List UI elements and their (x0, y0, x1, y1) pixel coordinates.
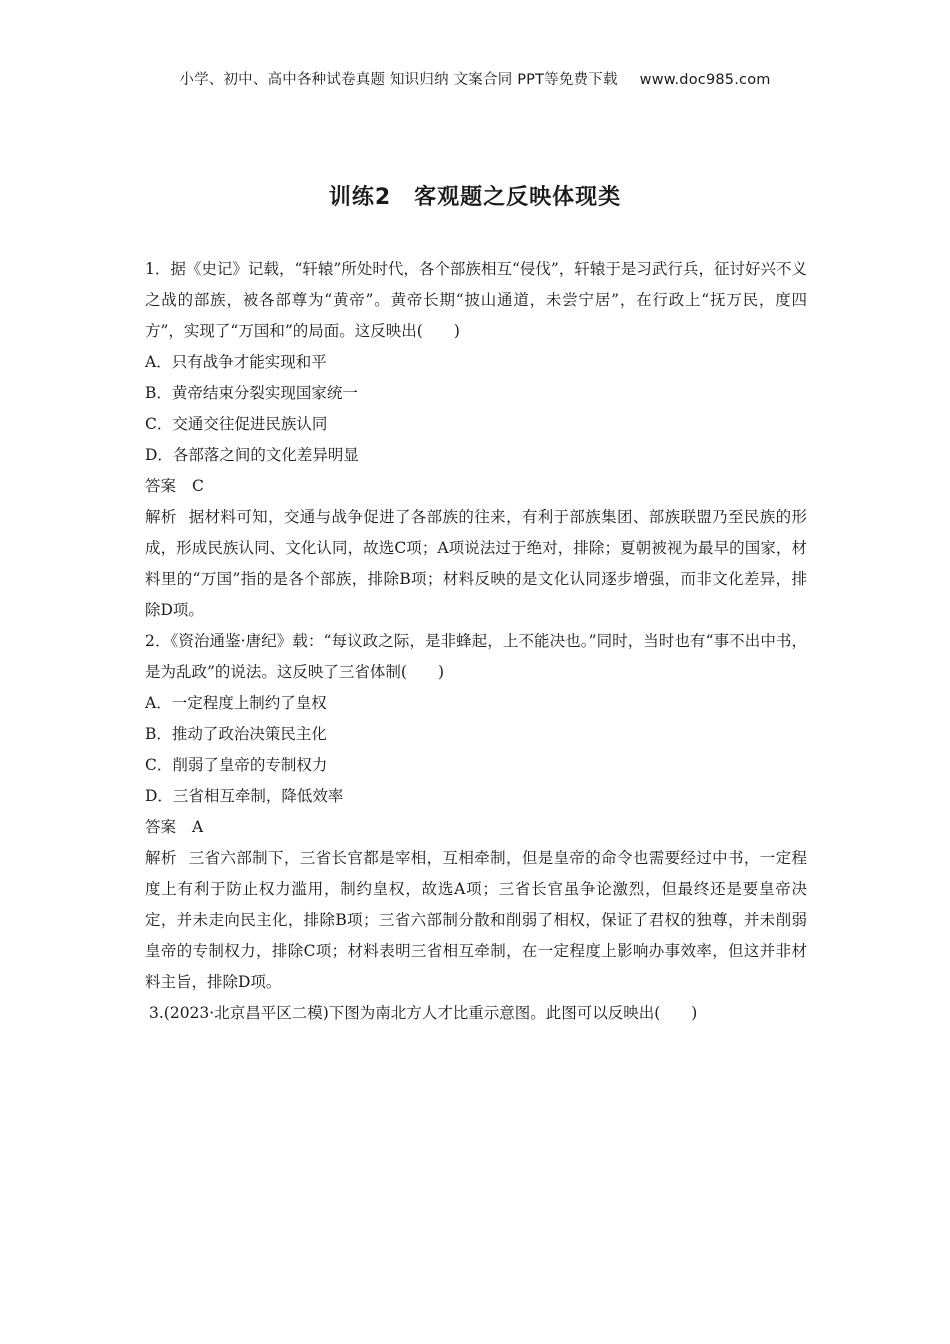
question-stem: 3.(2023·北京昌平区二模)下图为南北方人才比重示意图。此图可以反映出( ) (149, 1004, 698, 1022)
question-3 (145, 998, 807, 1029)
option-b: B．黄帝结束分裂实现国家统一 (145, 384, 358, 402)
question-1 (145, 254, 807, 626)
document-body (145, 254, 807, 1029)
answer-value: A (192, 818, 204, 836)
question-stem: 2．《资治通鉴·唐纪》载：“每议政之际，是非蜂起，上不能决也。”同时，当时也有“事不出中书，是为乱政”的说法。这反映了三省体制( ) (145, 632, 807, 681)
page-header (0, 68, 950, 89)
header-url[interactable]: www.doc985.com (639, 72, 771, 88)
option-c: C．交通交往促进民族认同 (145, 415, 328, 433)
answer-label: 答案 (145, 477, 177, 495)
question-2 (145, 626, 807, 998)
option-b: B．推动了政治决策民主化 (145, 725, 327, 743)
analysis-text: 据材料可知，交通与战争促进了各部族的往来，有利于部族集团、部族联盟乃至民族的形成，形成民族认同、文化认同，故选C项；A项说法过于绝对，排除；夏朝被视为最早的国家，材料里的“万国”指的是各个部族，排除B项；材料反映的是文化认同逐步增强，而非文化差异，排除D项。 (145, 508, 807, 619)
analysis-label: 解析 (145, 508, 177, 526)
answer-label: 答案 (145, 818, 177, 836)
option-a: A．一定程度上制约了皇权 (145, 694, 327, 712)
option-a: A．只有战争才能实现和平 (145, 353, 327, 371)
analysis-paragraph (145, 502, 807, 626)
option-c: C．削弱了皇帝的专制权力 (145, 756, 328, 774)
answer-line (145, 812, 807, 843)
analysis-paragraph (145, 843, 807, 998)
question-stem: 1．据《史记》记载，“轩辕”所处时代，各个部族相互“侵伐”，轩辕于是习武行兵，征讨好兴不义之战的部族，被各部尊为“黄帝”。黄帝长期“披山通道，未尝宁居”，在行政上“抚万民，度四方”，实现了“万国和”的局面。这反映出( ) (145, 260, 807, 340)
option-d: D．各部落之间的文化差异明显 (145, 446, 359, 464)
answer-value: C (192, 477, 204, 495)
header-text: 小学、初中、高中各种试卷真题 知识归纳 文案合同 PPT等免费下载 (179, 72, 618, 88)
answer-line (145, 471, 807, 502)
analysis-text: 三省六部制下，三省长官都是宰相，互相牵制，但是皇帝的命令也需要经过中书，一定程度上有利于防止权力滥用，制约皇权，故选A项；三省长官虽争论激烈，但最终还是要皇帝决定，并未走向民主化，排除B项；三省六部制分散和削弱了相权，保证了君权的独尊，并未削弱皇帝的专制权力，排除C项；材料表明三省相互牵制，在一定程度上影响办事效率，但这并非材料主旨，排除D项。 (145, 849, 807, 991)
option-d: D．三省相互牵制，降低效率 (145, 787, 344, 805)
analysis-label: 解析 (145, 849, 177, 867)
page-title: 训练2 客观题之反映体现类 (328, 185, 622, 210)
